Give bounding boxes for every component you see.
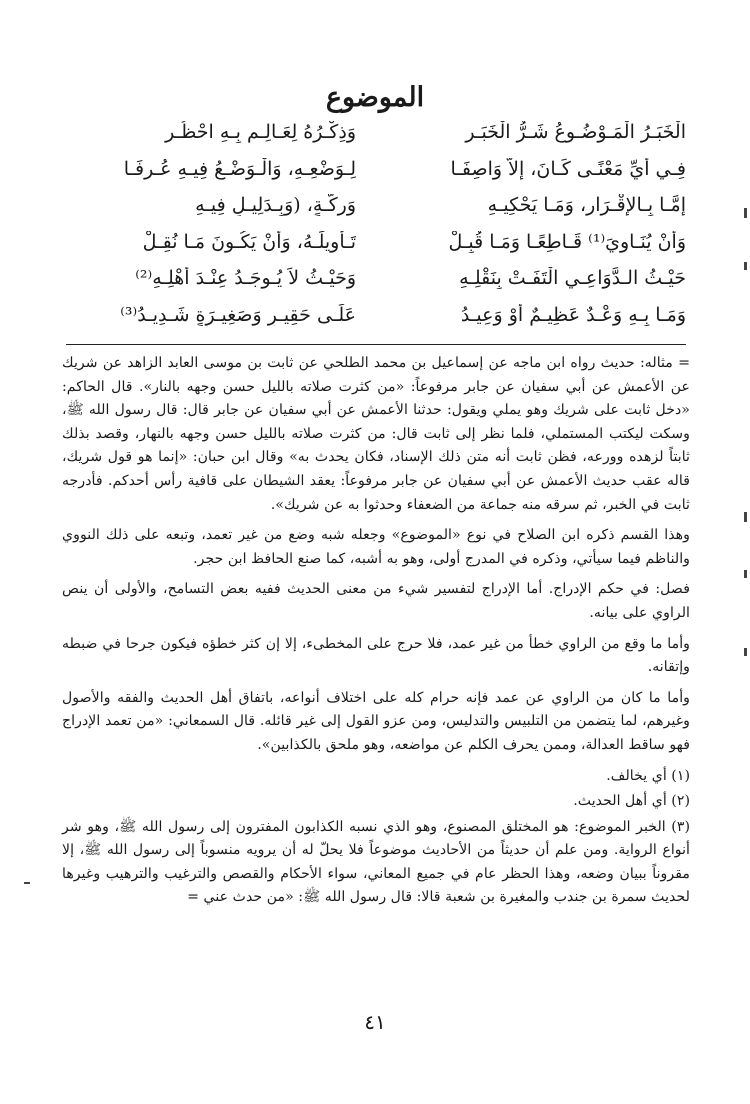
- footnote-2: (٢) أي أهل الحديث.: [573, 793, 690, 810]
- verse-1: [68, 114, 686, 151]
- verse-second-hemistich: تَـأْوِيلَـهُ، وَأَنْ يَكُـونَ مَـا نُقِـلْ: [142, 230, 356, 253]
- verse-first-hemistich: وَأَنْ يُنَـاوِيَ⁽¹⁾ قَـاطِعًـا وَمَـا قُبِـلْ: [448, 230, 686, 253]
- paragraph-error: وأما ما وقع من الراوي خطأ من غير عمد، فلا حرج على المخطىء، إلا إن كثر خطؤه فيكون جرحا في ضبطه وإتقانه.: [62, 635, 690, 676]
- verse-second-hemistich: وَرِكَّـةٍ، (وَبِـدَلِيـلٍ فِيـهِ: [195, 194, 356, 217]
- paragraph-idraj-ruling: فصل: في حكم الإدراج. أما الإدراج لتفسير شيء من معنى الحديث ففيه بعض التسامح، والأولى أن ينص الراوي على بيانه.: [62, 581, 690, 621]
- verse-6: [68, 297, 686, 334]
- footnote-1: (١) أي يخالف.: [606, 767, 690, 784]
- margin-mark: [744, 648, 747, 656]
- verse-first-hemistich: إِمَّـا بِـالإِقْـرَارِ، وَمَـا يَحْكِيـهِ: [487, 194, 686, 217]
- verse-2: [68, 151, 686, 188]
- commentary-text: [62, 352, 690, 912]
- paragraph-ibn-salah: وهذا القسم ذكره ابن الصلاح في نوع «الموضوع» وجعله شبه وضع من غير تعمد، وتبعه على ذلك النووي والناظم فيما سيأتي، وذكره في المدرج أولى، وهو به أشبه، كما صنع الحافظ ابن حجر.: [62, 527, 690, 567]
- verse-4: [68, 224, 686, 261]
- verse-first-hemistich: حَيْـثُ الـدَّوَاعِـي الْتَفَـتْ بِنَقْلِـهِ: [459, 267, 686, 290]
- verse-first-hemistich: وَمَـا بِـهِ وَعْـدٌ عَظِيـمٌ أَوْ وَعِيـدُ: [460, 303, 686, 326]
- footnote-3: (٣) الخبر الموضوع: هو المختلق المصنوع، وهو الذي نسبه الكذابون المفترون إلى رسول الله ﷺ، وهو شر أنواع الرواية. ومن علم أن حديثاً من الأحاديث موضوعاً فلا يحلّ له أن يرويه منسوباً إلى رسول الله ﷺ، إلا مقروناً ببيان وضعه، وهذا الحظر عام في جميع المعاني، سواء الأحكام والقصص والترغيب والترهيب وغيرها لحديث سمرة بن جندب والمغيرة بن شعبة قالا: قال رسول الله ﷺ: «من حدث عني =: [62, 818, 690, 906]
- verse-second-hemistich: وَحَيْـثُ لاَ يُـوجَـدُ عِنْـدَ أَهْلِـهِ⁽²⁾: [135, 267, 356, 290]
- separator-rule: [66, 344, 686, 345]
- verse-second-hemistich: لِـوَضْعِـهِ، وَالْـوَضْـعُ فِيـهِ عُـرِفَـا: [123, 157, 356, 180]
- margin-mark: [24, 882, 30, 884]
- verse-second-hemistich: عَلَـى حَقِيـرٍ وَصَغِيـرَةٍ شَـدِيـدُ⁽³⁾: [120, 303, 356, 326]
- page-title: الموضوع: [325, 82, 425, 113]
- margin-mark: [744, 512, 747, 522]
- paragraph-example: = مثاله: حديث رواه ابن ماجه عن إسماعيل بن محمد الطلحي عن ثابت بن موسى العابد الزاهد عن شريك عن الأعمش عن أبي سفيان عن جابر مرفوعاً: «من كثرت صلاته بالليل حسن وجهه بالنار». قال الحاكم: «دخل ثابت على شريك وهو يملي ويقول: حدثنا الأعمش عن أبي سفيان عن جابر قال: قال رسول الله ﷺ، وسكت ليكتب المستملي، فلما نظر إلى ثابت قال: من كثرت صلاته بالليل حسن وجهه بالنهار، وقصد بذلك ثابتاً لزهده وورعه، فظن ثابت أنه متن ذلك الإسناد، فكان يحدث به» وقال ابن حبان: «إنما هو قول شريك، قاله عقب حديث الأعمش عن أبي سفيان عن جابر مرفوعاً: يعقد الشيطان على قافية رأس أحدكم. فأدرجه ثابت في الخبر، ثم سرقه منه جماعة من الضعفاء وحدثوا به عن شريك».: [62, 355, 690, 513]
- paragraph-intentional: وأما ما كان من الراوي عن عمد فإنه حرام كله على اختلاف أنواعه، باتفاق أهل الحديث والفقه والأصول وغيرهم، لما يتضمن من التلبيس والتدليس، ومن عزو القول إلى غير قائله. قال السمعاني: «من تعمد الإدراج فهو ساقط العدالة، وممن يحرف الكلم عن مواضعه، وهو ملحق بالكذابين».: [62, 689, 690, 753]
- verse-3: [68, 187, 686, 224]
- margin-mark: [744, 570, 747, 578]
- verse-first-hemistich: الْخَبَـرُ الْمَـوْضُـوعُ شَـرُّ الْخَبَـرِ: [465, 121, 686, 144]
- poem-verses: [68, 114, 686, 333]
- verse-5: [68, 260, 686, 297]
- page-number: ٤١: [364, 1010, 386, 1034]
- verse-second-hemistich: وَذِكْـرُهُ لِعَـالِـمٍ بِـهِ احْظُـرِ: [165, 121, 356, 144]
- verse-first-hemistich: فِـي أَيِّ مَعْنًـى كَـانَ، إلاَّ وَاصِفَـا: [450, 157, 686, 180]
- margin-mark: [744, 208, 747, 218]
- margin-mark: [744, 262, 747, 270]
